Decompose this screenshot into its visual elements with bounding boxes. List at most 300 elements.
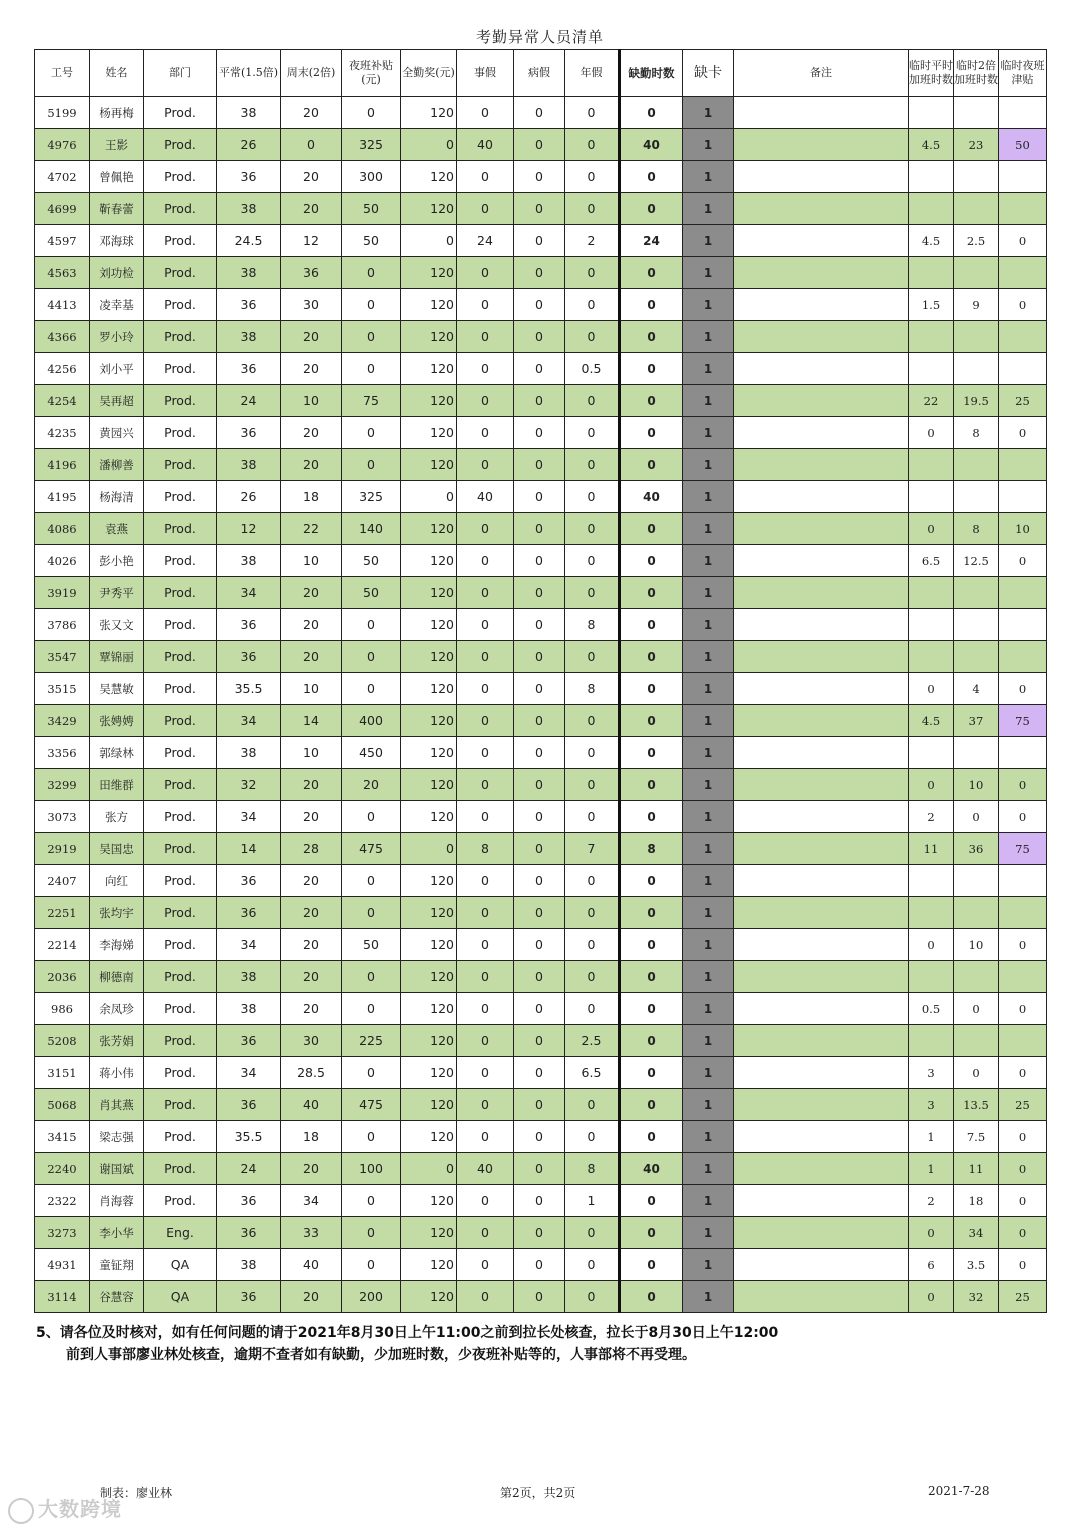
table-cell <box>954 737 999 769</box>
table-cell: 36 <box>217 1025 281 1057</box>
table-cell: 120 <box>401 545 457 577</box>
table-cell <box>909 865 954 897</box>
table-cell: 2407 <box>35 865 90 897</box>
table-cell: 1 <box>683 289 734 321</box>
table-cell: 0 <box>342 993 401 1025</box>
table-cell: Prod. <box>144 929 217 961</box>
table-cell: 32 <box>217 769 281 801</box>
table-cell: 0 <box>565 417 620 449</box>
table-cell: 凌幸基 <box>90 289 144 321</box>
table-cell: 0 <box>514 833 565 865</box>
table-cell: 22 <box>909 385 954 417</box>
table-row <box>35 705 1047 737</box>
table-cell: 1 <box>683 1121 734 1153</box>
table-cell: 0 <box>457 929 514 961</box>
table-cell <box>734 1025 909 1057</box>
table-cell: 0 <box>620 673 683 705</box>
table-cell: 2 <box>909 1185 954 1217</box>
footer-page-number: 第2页，共2页 <box>500 1486 576 1500</box>
table-cell: 0 <box>457 545 514 577</box>
table-cell: 1 <box>683 673 734 705</box>
table-cell: 3299 <box>35 769 90 801</box>
table-cell: 0 <box>514 161 565 193</box>
table-cell: 20 <box>281 609 342 641</box>
table-cell: 20 <box>281 1281 342 1313</box>
table-cell: Prod. <box>144 961 217 993</box>
table-cell <box>734 769 909 801</box>
table-cell: 24 <box>217 385 281 417</box>
table-cell: 1 <box>565 1185 620 1217</box>
table-cell: 13.5 <box>954 1089 999 1121</box>
table-cell: 120 <box>401 97 457 129</box>
table-row <box>35 513 1047 545</box>
table-row <box>35 609 1047 641</box>
table-cell: 3 <box>909 1057 954 1089</box>
table-cell: 0 <box>342 1217 401 1249</box>
table-cell: 120 <box>401 1185 457 1217</box>
table-row <box>35 1057 1047 1089</box>
table-cell: 36 <box>217 289 281 321</box>
table-cell: 0 <box>565 385 620 417</box>
table-cell: 0 <box>999 929 1047 961</box>
table-cell: 0 <box>954 993 999 1025</box>
table-cell: 0 <box>514 385 565 417</box>
table-cell: 1 <box>683 97 734 129</box>
table-cell: 梁志强 <box>90 1121 144 1153</box>
table-cell: 36 <box>217 1281 281 1313</box>
col-header: 全勤奖(元) <box>401 50 457 97</box>
table-cell: 200 <box>342 1281 401 1313</box>
table-row <box>35 961 1047 993</box>
table-cell: 8 <box>954 513 999 545</box>
table-cell: 50 <box>342 929 401 961</box>
table-cell: 1 <box>683 545 734 577</box>
table-cell: 38 <box>217 321 281 353</box>
col-header: 工号 <box>35 50 90 97</box>
table-cell: 34 <box>217 705 281 737</box>
table-cell <box>954 321 999 353</box>
table-cell <box>734 417 909 449</box>
table-cell <box>734 705 909 737</box>
table-cell: 1 <box>683 449 734 481</box>
table-cell: 0 <box>999 289 1047 321</box>
table-cell: 0 <box>620 545 683 577</box>
table-row <box>35 929 1047 961</box>
table-cell <box>999 897 1047 929</box>
table-cell: 0 <box>620 961 683 993</box>
table-cell <box>734 193 909 225</box>
table-cell: 蒋小伟 <box>90 1057 144 1089</box>
table-cell: 140 <box>342 513 401 545</box>
table-cell: 2036 <box>35 961 90 993</box>
table-cell: 0 <box>342 257 401 289</box>
table-cell: 0 <box>457 673 514 705</box>
table-cell: 25 <box>999 1281 1047 1313</box>
table-cell <box>909 353 954 385</box>
table-cell: 38 <box>217 97 281 129</box>
table-cell: 0 <box>565 961 620 993</box>
table-cell: 0 <box>620 321 683 353</box>
table-cell: Prod. <box>144 577 217 609</box>
table-cell: 18 <box>281 481 342 513</box>
table-row <box>35 1185 1047 1217</box>
table-row <box>35 769 1047 801</box>
table-cell: 杨再梅 <box>90 97 144 129</box>
table-cell: 34 <box>217 929 281 961</box>
table-cell: 0 <box>514 1025 565 1057</box>
table-cell: 20 <box>281 417 342 449</box>
table-cell: Prod. <box>144 161 217 193</box>
table-cell: 0 <box>514 737 565 769</box>
table-cell: 0 <box>401 225 457 257</box>
table-cell <box>734 513 909 545</box>
table-cell: 24 <box>620 225 683 257</box>
table-cell: 0 <box>514 673 565 705</box>
table-cell: 0 <box>620 1057 683 1089</box>
table-cell: 0 <box>565 705 620 737</box>
table-row <box>35 545 1047 577</box>
table-cell: 1 <box>683 225 734 257</box>
table-cell: 1 <box>683 833 734 865</box>
table-cell: 120 <box>401 865 457 897</box>
table-cell: 0 <box>514 1217 565 1249</box>
table-cell: Prod. <box>144 257 217 289</box>
table-row <box>35 129 1047 161</box>
table-cell: 张娉娉 <box>90 705 144 737</box>
table-cell: 0 <box>954 801 999 833</box>
table-cell: 0 <box>565 449 620 481</box>
table-cell: 3.5 <box>954 1249 999 1281</box>
table-cell: 张芳娟 <box>90 1025 144 1057</box>
table-cell: 12 <box>217 513 281 545</box>
table-cell: 谢国斌 <box>90 1153 144 1185</box>
table-cell: 11 <box>909 833 954 865</box>
table-cell: 0 <box>565 513 620 545</box>
table-cell: 10 <box>954 769 999 801</box>
table-cell <box>909 609 954 641</box>
table-cell: 0 <box>457 353 514 385</box>
table-cell: 38 <box>217 449 281 481</box>
table-cell: 0 <box>514 609 565 641</box>
table-cell: 50 <box>999 129 1047 161</box>
table-cell: 4366 <box>35 321 90 353</box>
table-cell: Prod. <box>144 1025 217 1057</box>
table-cell: 0 <box>514 705 565 737</box>
table-cell <box>734 1153 909 1185</box>
table-cell <box>999 737 1047 769</box>
table-cell: 1 <box>683 1249 734 1281</box>
table-cell: 0 <box>565 993 620 1025</box>
table-cell <box>999 609 1047 641</box>
table-cell: 8 <box>565 1153 620 1185</box>
table-cell: 36 <box>217 1089 281 1121</box>
table-cell <box>734 641 909 673</box>
table-row <box>35 225 1047 257</box>
table-cell: 覃锦丽 <box>90 641 144 673</box>
table-cell: 0 <box>620 1025 683 1057</box>
table-cell: 0 <box>565 1281 620 1313</box>
table-cell: 36 <box>281 257 342 289</box>
table-cell: 0 <box>620 1121 683 1153</box>
col-header: 临时平时加班时数 <box>909 50 954 97</box>
table-cell: 0 <box>999 993 1047 1025</box>
table-cell: 9 <box>954 289 999 321</box>
table-cell: 26 <box>217 129 281 161</box>
table-cell <box>734 225 909 257</box>
table-cell <box>954 161 999 193</box>
table-cell: 20 <box>281 929 342 961</box>
table-cell: 325 <box>342 481 401 513</box>
table-cell: 120 <box>401 769 457 801</box>
table-cell: 20 <box>281 801 342 833</box>
table-cell: 0 <box>342 289 401 321</box>
table-cell: 120 <box>401 1217 457 1249</box>
table-cell: 0 <box>457 769 514 801</box>
col-header: 备注 <box>734 50 909 97</box>
table-cell: 0 <box>565 289 620 321</box>
table-cell: 4235 <box>35 417 90 449</box>
table-cell: 袁燕 <box>90 513 144 545</box>
table-cell: 0 <box>999 1217 1047 1249</box>
table-cell: 0 <box>401 481 457 513</box>
table-cell: 0 <box>342 897 401 929</box>
table-cell: 38 <box>217 257 281 289</box>
table-cell: 38 <box>217 1249 281 1281</box>
table-cell: 1 <box>683 161 734 193</box>
table-cell <box>999 257 1047 289</box>
table-cell: 4699 <box>35 193 90 225</box>
table-cell: 余凤珍 <box>90 993 144 1025</box>
table-cell: 120 <box>401 161 457 193</box>
table-row <box>35 833 1047 865</box>
table-cell: 120 <box>401 737 457 769</box>
table-cell: 0 <box>457 1025 514 1057</box>
table-cell: 0 <box>457 609 514 641</box>
table-cell: 0 <box>620 577 683 609</box>
table-cell: 0 <box>457 417 514 449</box>
table-cell: 36 <box>217 865 281 897</box>
attendance-table <box>34 49 1047 1313</box>
table-cell <box>954 865 999 897</box>
table-cell: 0 <box>620 97 683 129</box>
table-cell: 8 <box>565 609 620 641</box>
table-cell: 0 <box>342 97 401 129</box>
table-cell <box>909 961 954 993</box>
table-cell: 1 <box>683 897 734 929</box>
table-row <box>35 449 1047 481</box>
table-cell <box>734 865 909 897</box>
table-cell: 20 <box>281 193 342 225</box>
table-cell: 120 <box>401 1281 457 1313</box>
table-cell: 0 <box>620 1089 683 1121</box>
table-cell: 1 <box>683 1281 734 1313</box>
table-cell: 1 <box>683 577 734 609</box>
table-cell <box>999 481 1047 513</box>
table-cell: 0 <box>620 161 683 193</box>
table-cell: 黄园兴 <box>90 417 144 449</box>
table-cell: 1 <box>683 641 734 673</box>
table-cell: 0 <box>909 769 954 801</box>
table-cell <box>734 833 909 865</box>
table-cell: Prod. <box>144 993 217 1025</box>
table-cell: 0 <box>999 1185 1047 1217</box>
table-cell: 0 <box>620 289 683 321</box>
table-cell: Prod. <box>144 1121 217 1153</box>
table-cell <box>734 1089 909 1121</box>
table-cell <box>734 609 909 641</box>
table-cell: 50 <box>342 577 401 609</box>
table-cell <box>954 257 999 289</box>
table-cell: 1 <box>683 769 734 801</box>
table-cell: 28 <box>281 833 342 865</box>
table-cell <box>734 993 909 1025</box>
table-cell: 20 <box>281 641 342 673</box>
table-cell: 0 <box>342 321 401 353</box>
table-cell: 肖海蓉 <box>90 1185 144 1217</box>
table-cell: 14 <box>281 705 342 737</box>
table-cell: 0 <box>342 1121 401 1153</box>
table-cell <box>999 641 1047 673</box>
notice-line-2: 前到人事部廖业林处核查，逾期不查者如有缺勤，少加班时数，少夜班补贴等的，人事部将不再受理。 <box>66 1347 696 1363</box>
table-cell: 3 <box>909 1089 954 1121</box>
table-cell: 120 <box>401 1249 457 1281</box>
table-cell: 0 <box>514 321 565 353</box>
table-cell <box>954 193 999 225</box>
table-cell: 0 <box>514 513 565 545</box>
table-cell: 0 <box>620 417 683 449</box>
table-cell: 120 <box>401 1121 457 1153</box>
table-body <box>35 97 1047 1313</box>
table-row <box>35 193 1047 225</box>
table-cell <box>999 865 1047 897</box>
table-cell: 450 <box>342 737 401 769</box>
table-cell: 1 <box>683 321 734 353</box>
table-cell: 0 <box>999 1249 1047 1281</box>
table-cell: 0 <box>565 1249 620 1281</box>
table-cell <box>954 961 999 993</box>
table-cell: 1 <box>683 257 734 289</box>
table-cell: 10 <box>281 673 342 705</box>
table-cell: 36 <box>217 897 281 929</box>
table-cell: 0 <box>514 545 565 577</box>
table-cell: 向红 <box>90 865 144 897</box>
table-cell: 14 <box>217 833 281 865</box>
table-cell: 0 <box>620 993 683 1025</box>
table-cell: 吴慧敏 <box>90 673 144 705</box>
table-cell: 10 <box>999 513 1047 545</box>
table-cell: 0 <box>457 257 514 289</box>
table-cell: 40 <box>620 1153 683 1185</box>
table-cell: 0 <box>457 1089 514 1121</box>
table-cell: 0 <box>457 513 514 545</box>
table-cell: 3356 <box>35 737 90 769</box>
table-cell: 120 <box>401 673 457 705</box>
col-header: 临时2倍加班时数 <box>954 50 999 97</box>
table-cell: 34 <box>217 577 281 609</box>
col-header: 周末(2倍) <box>281 50 342 97</box>
table-cell: 0 <box>565 897 620 929</box>
table-cell: 1 <box>683 513 734 545</box>
table-cell <box>999 321 1047 353</box>
table-cell: 0 <box>620 193 683 225</box>
table-cell: 靳春蕾 <box>90 193 144 225</box>
table-cell: 36 <box>217 1217 281 1249</box>
table-cell: 1 <box>683 609 734 641</box>
table-cell: 2322 <box>35 1185 90 1217</box>
table-row <box>35 1025 1047 1057</box>
table-cell: Prod. <box>144 225 217 257</box>
table-cell: 36 <box>217 641 281 673</box>
table-cell <box>734 961 909 993</box>
table-cell: Prod. <box>144 417 217 449</box>
table-cell <box>954 481 999 513</box>
table-cell: 0 <box>342 1057 401 1089</box>
table-cell: 38 <box>217 737 281 769</box>
table-cell: 120 <box>401 513 457 545</box>
table-cell: 0 <box>457 641 514 673</box>
table-cell: 0 <box>999 225 1047 257</box>
table-cell: 3515 <box>35 673 90 705</box>
table-cell: 2214 <box>35 929 90 961</box>
table-row <box>35 97 1047 129</box>
table-cell: 120 <box>401 289 457 321</box>
col-header: 平常(1.5倍) <box>217 50 281 97</box>
table-cell: 0 <box>342 417 401 449</box>
table-cell: 0 <box>457 97 514 129</box>
table-cell <box>909 449 954 481</box>
table-cell: 120 <box>401 353 457 385</box>
table-cell <box>999 97 1047 129</box>
col-header: 年假 <box>565 50 620 97</box>
table-cell: 3919 <box>35 577 90 609</box>
table-cell: 0 <box>457 193 514 225</box>
table-cell: 0 <box>909 513 954 545</box>
table-cell: 0 <box>620 1281 683 1313</box>
table-cell: 肖其燕 <box>90 1089 144 1121</box>
table-cell: 2919 <box>35 833 90 865</box>
table-cell: 4.5 <box>909 225 954 257</box>
table-cell: 40 <box>620 481 683 513</box>
table-cell: Prod. <box>144 545 217 577</box>
table-row <box>35 481 1047 513</box>
table-cell: 38 <box>217 545 281 577</box>
table-row <box>35 1153 1047 1185</box>
table-cell: 400 <box>342 705 401 737</box>
table-cell: 20 <box>281 353 342 385</box>
table-cell: 8 <box>457 833 514 865</box>
table-cell: 5208 <box>35 1025 90 1057</box>
table-cell: 24 <box>457 225 514 257</box>
table-cell <box>734 1249 909 1281</box>
table-cell: 50 <box>342 193 401 225</box>
table-cell: 18 <box>281 1121 342 1153</box>
table-cell: 20 <box>281 1153 342 1185</box>
table-cell: 1 <box>683 385 734 417</box>
table-cell: 0 <box>457 801 514 833</box>
table-cell: 0 <box>620 641 683 673</box>
table-cell: 28.5 <box>281 1057 342 1089</box>
table-cell: 1 <box>683 353 734 385</box>
table-row <box>35 1121 1047 1153</box>
table-row <box>35 161 1047 193</box>
table-cell: 20 <box>281 769 342 801</box>
table-cell: 20 <box>281 865 342 897</box>
table-cell: 0 <box>514 193 565 225</box>
table-cell: 0 <box>342 961 401 993</box>
table-cell: 0 <box>909 1281 954 1313</box>
table-cell: 5068 <box>35 1089 90 1121</box>
table-row <box>35 417 1047 449</box>
